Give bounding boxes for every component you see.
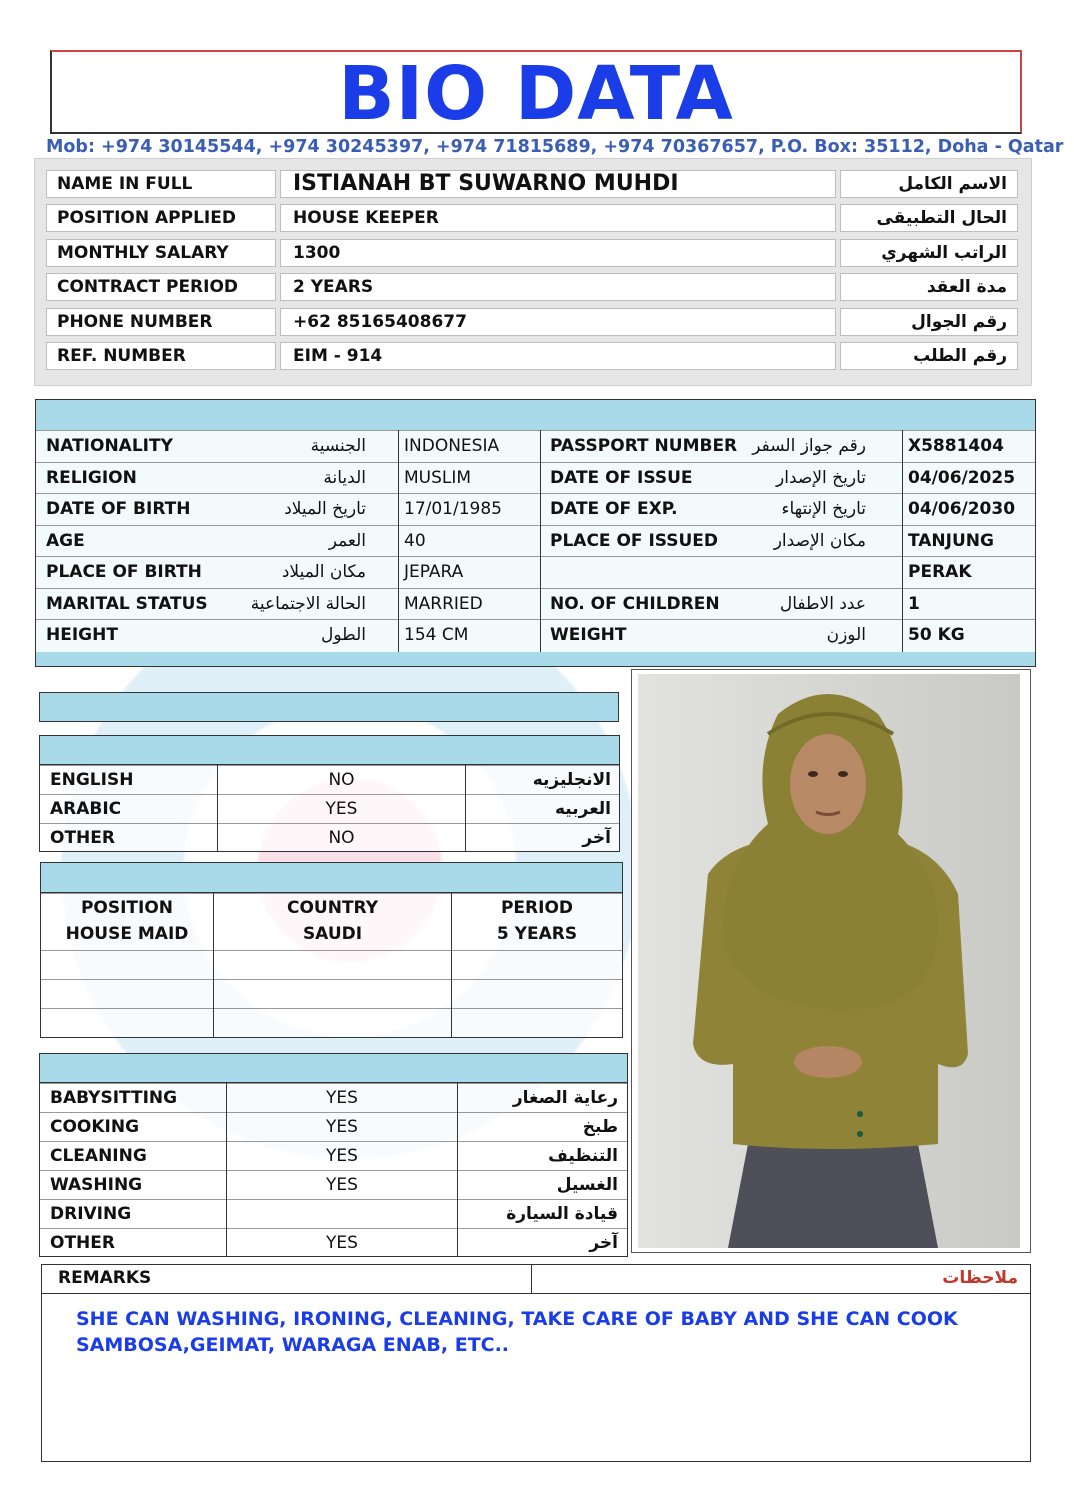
- remarks-arabic-label: ملاحظات: [942, 1268, 1018, 1288]
- skill-row: [40, 1112, 627, 1141]
- header-value: ISTIANAH BT SUWARNO MUHDI: [280, 170, 836, 198]
- skill-label: DRIVING: [50, 1204, 132, 1224]
- skill-arabic: طبخ: [582, 1117, 618, 1137]
- experience-cell: 5 YEARS: [496, 924, 578, 944]
- experience-cell: [452, 951, 622, 979]
- personal-value: 17/01/1985: [404, 499, 502, 519]
- col-divider: [465, 765, 466, 852]
- photo-frame: [631, 669, 1031, 1253]
- header-label: MONTHLY SALARY: [46, 239, 276, 267]
- skill-value: YES: [326, 1117, 358, 1137]
- experience-cell: [214, 951, 451, 979]
- personal-details-grid: [36, 430, 1035, 652]
- personal-arabic: عدد الاطفال: [779, 593, 866, 614]
- skill-value: YES: [326, 1088, 358, 1108]
- language-value: NO: [328, 770, 355, 790]
- header-row: [46, 204, 1022, 234]
- personal-value: JEPARA: [404, 562, 464, 582]
- skill-label: WASHING: [50, 1175, 143, 1195]
- personal-arabic: الديانة: [323, 467, 366, 488]
- personal-arabic: الوزن: [826, 625, 866, 645]
- experience-cell: [452, 980, 622, 1008]
- remarks-header: [42, 1265, 1030, 1294]
- personal-value: 04/06/2030: [908, 499, 1016, 519]
- experience-row: [41, 979, 622, 1008]
- personal-arabic: [746, 557, 866, 587]
- personal-row: [36, 430, 1035, 461]
- personal-value: TANJUNG: [908, 530, 994, 551]
- language-row: [40, 794, 619, 823]
- experience-cell: [41, 951, 213, 979]
- personal-arabic: مكان الميلاد: [281, 562, 366, 582]
- header-value: HOUSE KEEPER: [280, 204, 836, 232]
- skill-value: [227, 1200, 457, 1228]
- language-row: [40, 823, 619, 852]
- personal-details-table: [35, 399, 1036, 667]
- personal-value: 50 KG: [908, 625, 965, 645]
- header-value: 2 YEARS: [280, 273, 836, 301]
- personal-row: [36, 462, 1035, 493]
- personal-row: [36, 556, 1035, 587]
- skill-value: YES: [326, 1233, 358, 1253]
- personal-label: NATIONALITY: [46, 436, 173, 456]
- personal-value: MUSLIM: [404, 467, 472, 488]
- experience-cell: [41, 980, 213, 1008]
- header-row: [46, 342, 1022, 372]
- header-row: [46, 239, 1022, 269]
- skill-arabic: الغسيل: [556, 1175, 618, 1195]
- personal-arabic: رقم جواز السفر: [752, 436, 866, 456]
- personal-row: [36, 525, 1035, 556]
- personal-value: 40: [404, 530, 426, 551]
- skills-header-bar: [39, 1053, 628, 1083]
- col-divider: [398, 430, 399, 652]
- experience-cell: [41, 1009, 213, 1037]
- skills-table: [39, 1053, 628, 1257]
- skill-value: YES: [326, 1175, 358, 1195]
- experience-column-header: POSITION: [80, 898, 174, 918]
- personal-value: INDONESIA: [404, 436, 500, 456]
- col-divider: [902, 430, 903, 652]
- experience-table: [40, 862, 623, 1038]
- personal-label: PLACE OF BIRTH: [46, 562, 202, 582]
- experience-row: [41, 950, 622, 979]
- language-row: [40, 765, 619, 794]
- experience-column-header: PERIOD: [500, 898, 574, 918]
- header-row: [46, 308, 1022, 338]
- personal-value: MARRIED: [404, 593, 483, 614]
- skill-row: [40, 1228, 627, 1257]
- personal-label: NO. OF CHILDREN: [550, 593, 720, 614]
- personal-value: X5881404: [908, 436, 1004, 456]
- language-arabic: آخر: [582, 828, 611, 848]
- header-label: POSITION APPLIED: [46, 204, 276, 232]
- experience-header-bar: [40, 862, 623, 893]
- personal-row: [36, 588, 1035, 619]
- personal-label: RELIGION: [46, 467, 137, 488]
- header-label: REF. NUMBER: [46, 342, 276, 370]
- header-arabic: الراتب الشهري: [840, 239, 1018, 267]
- col-divider: [217, 765, 218, 852]
- skill-label: COOKING: [50, 1117, 140, 1137]
- page-title: BIO DATA: [338, 51, 734, 137]
- personal-arabic: الجنسية: [310, 436, 366, 456]
- personal-arabic: الحالة الاجتماعية: [250, 593, 366, 614]
- personal-arabic: تاريخ الإنتهاء: [781, 499, 866, 519]
- personal-arabic: العمر: [328, 530, 366, 551]
- personal-value: PERAK: [908, 562, 972, 582]
- experience-cell: [452, 1009, 622, 1037]
- experience-cell: [214, 1009, 451, 1037]
- col-divider: [213, 893, 214, 1038]
- col-divider: [531, 1265, 532, 1293]
- language-value: YES: [325, 799, 358, 819]
- header-value: 1300: [280, 239, 836, 267]
- personal-row: [36, 619, 1035, 650]
- experience-cell: HOUSE MAID: [65, 924, 189, 944]
- personal-arabic: تاريخ الإصدار: [776, 467, 866, 488]
- personal-arabic: تاريخ الميلاد: [284, 499, 366, 519]
- col-divider: [226, 1083, 227, 1257]
- header-arabic: رقم الجوال: [840, 308, 1018, 336]
- skill-arabic: التنظيف: [548, 1146, 618, 1166]
- skill-label: CLEANING: [50, 1146, 147, 1166]
- header-label: CONTRACT PERIOD: [46, 273, 276, 301]
- remarks-text: SHE CAN WASHING, IRONING, CLEANING, TAKE CARE OF BABY AND SHE CAN COOK SAMBOSA,GEIMAT, WARAGA ENAB, ETC..: [76, 1308, 958, 1356]
- skill-arabic: رعاية الصغار: [512, 1088, 618, 1108]
- experience-header-row: [41, 893, 622, 950]
- header-label: NAME IN FULL: [46, 170, 276, 198]
- personal-label: DATE OF BIRTH: [46, 499, 191, 519]
- header-row: [46, 273, 1022, 303]
- languages-header-bar: [39, 735, 620, 765]
- remarks-box: [41, 1264, 1031, 1462]
- personal-value: 04/06/2025: [908, 467, 1016, 488]
- personal-value: 154 CM: [404, 625, 469, 645]
- experience-column-header: COUNTRY: [286, 898, 379, 918]
- languages-table: [39, 735, 620, 852]
- experience-cell: SAUDI: [302, 924, 363, 944]
- header-arabic: الاسم الكامل: [840, 170, 1018, 198]
- skill-arabic: قيادة السيارة: [506, 1204, 618, 1224]
- personal-label: PLACE OF ISSUED: [550, 530, 719, 551]
- language-label: ENGLISH: [50, 770, 134, 790]
- experience-cell: [214, 980, 451, 1008]
- person-photo-illustration: [638, 674, 1020, 1248]
- language-arabic: العربيه: [554, 799, 611, 819]
- language-label: OTHER: [50, 828, 115, 848]
- personal-label: DATE OF ISSUE: [550, 467, 693, 488]
- remarks-label: REMARKS: [58, 1268, 152, 1288]
- skill-row: [40, 1083, 627, 1112]
- personal-label: MARITAL STATUS: [46, 593, 208, 614]
- personal-value: 1: [908, 593, 920, 614]
- language-value: NO: [328, 828, 355, 848]
- title-box: [50, 50, 1022, 137]
- personal-arabic: الطول: [321, 625, 366, 645]
- header-arabic: مدة العقد: [840, 273, 1018, 301]
- skill-value: YES: [326, 1146, 358, 1166]
- skill-arabic: آخر: [589, 1233, 618, 1253]
- language-label: ARABIC: [50, 799, 122, 819]
- skill-row: [40, 1199, 627, 1228]
- skill-row: [40, 1170, 627, 1199]
- contact-line: Mob: +974 30145544, +974 30245397, +974 71815689, +974 70367657, P.O. Box: 35112, Doha - Qatar: [46, 137, 1064, 157]
- applicant-photo: [638, 674, 1020, 1248]
- skill-label: OTHER: [50, 1233, 115, 1253]
- experience-row: [41, 1008, 622, 1037]
- section-bar: [39, 692, 619, 722]
- header-value: +62 85165408677: [280, 308, 836, 336]
- header-arabic: الحال التطبيقى: [840, 204, 1018, 232]
- personal-label: DATE OF EXP.: [550, 499, 678, 519]
- col-divider: [457, 1083, 458, 1257]
- col-divider: [451, 893, 452, 1038]
- header-value: EIM - 914: [280, 342, 836, 370]
- skill-row: [40, 1141, 627, 1170]
- header-arabic: رقم الطلب: [840, 342, 1018, 370]
- header-row: [46, 170, 1022, 200]
- personal-row: [36, 493, 1035, 524]
- language-arabic: الانجليزيه: [532, 770, 611, 790]
- personal-label: HEIGHT: [46, 625, 118, 645]
- skill-label: BABYSITTING: [50, 1088, 178, 1108]
- personal-label: PASSPORT NUMBER: [550, 436, 738, 456]
- header-label: PHONE NUMBER: [46, 308, 276, 336]
- personal-label: WEIGHT: [550, 625, 627, 645]
- personal-arabic: مكان الإصدار: [773, 530, 866, 551]
- col-divider: [540, 430, 541, 652]
- personal-label: AGE: [46, 530, 85, 551]
